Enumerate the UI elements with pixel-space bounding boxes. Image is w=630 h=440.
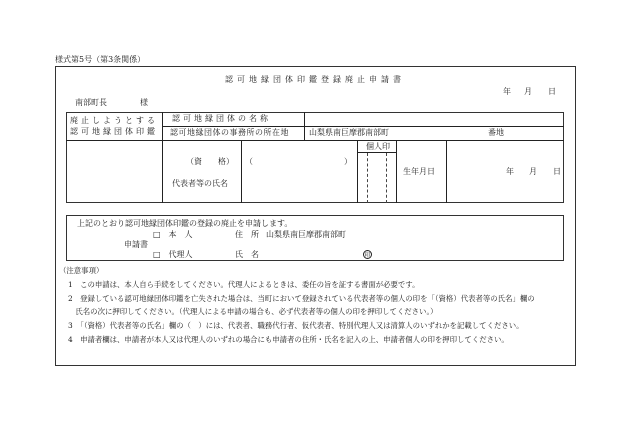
recipient-honorific: 様 — [140, 98, 148, 107]
office-address-label: 認可地縁団体の事務所の所在地 — [170, 128, 289, 137]
qualification-paren-close: ） — [344, 157, 352, 166]
address-label: 住 所 — [235, 230, 259, 239]
birthdate-label: 生年月日 — [403, 167, 435, 176]
group-name-label: 認可地縁団体の名称 — [172, 114, 271, 123]
grid-line — [162, 140, 564, 141]
note-item-4: 4 申請者欄は、申請者が本人又は代理人のいずれの場合にも申請者の住所・氏名を記入の上、申請者個人の印を押印してください。 — [68, 335, 509, 344]
personal-seal-label: 個人印 — [366, 142, 390, 151]
left-heading-line2: 認可地縁団体印鑑 — [70, 127, 158, 136]
seal-mark: 印 — [364, 252, 371, 259]
date-year-label: 年 — [503, 87, 511, 96]
proxy-option: □ 代理人 — [153, 250, 193, 259]
seal-guide-line — [367, 153, 368, 203]
applicant-label: 申請書 — [124, 240, 148, 249]
recipient-name: 南部町長 — [75, 98, 107, 107]
birth-day-label: 日 — [553, 167, 561, 176]
seal-guide-line — [386, 153, 387, 203]
date-day-label: 日 — [548, 87, 556, 96]
office-address-value: 山梨県南巨摩郡南部町 — [309, 128, 389, 137]
name-label: 氏 名 — [235, 250, 259, 259]
qualification-paren-open: （ — [245, 157, 253, 166]
note-item-2-cont: 氏名の次に押印してください。（代理人による申請の場合も、必ず代表者等の個人の印を押印してください。） — [68, 307, 438, 316]
left-heading-line1: 廃止しようとする — [70, 116, 158, 125]
birth-year-label: 年 — [506, 167, 514, 176]
date-month-label: 月 — [524, 87, 532, 96]
form-title: 認可地縁団体印鑑登録廃止申請書 — [225, 75, 405, 84]
application-statement: 上記のとおり認可地縁団体印鑑の登録の廃止を申請します。 — [77, 219, 293, 228]
qualification-label: （資 格） — [186, 157, 234, 166]
notes-heading: （注意事項） — [59, 266, 104, 275]
note-item-3: 3 「（資格）代表者等の氏名」欄の（ ）には、代表者、職務代行者、仮代表者、特別代理人又は清算人のいずれかを記載してください。 — [68, 321, 524, 330]
birth-month-label: 月 — [529, 167, 537, 176]
grid-line — [446, 140, 447, 203]
note-item-1: 1 この申請は、本人自ら手続をしてください。代理人によるときは、委任の旨を証する書面が必要です。 — [68, 280, 420, 289]
grid-line — [357, 140, 358, 203]
style-number: 様式第5号（第3条関係） — [55, 55, 146, 64]
note-item-2: 2 登録している認可地縁団体印鑑を亡失された場合は、当町において登録されている代表者等の個人の印を「（資格）代表者等の氏名」欄の — [68, 294, 535, 303]
address-value: 山梨県南巨摩郡南部町 — [266, 230, 346, 239]
grid-line — [357, 152, 396, 153]
grid-line — [396, 140, 397, 203]
grid-line — [241, 140, 242, 203]
self-option: □ 本 人 — [153, 230, 193, 239]
banchi-label: 番地 — [488, 128, 504, 137]
grid-line — [66, 140, 162, 141]
representative-label: 代表者等の氏名 — [172, 179, 228, 188]
grid-line — [162, 126, 564, 127]
